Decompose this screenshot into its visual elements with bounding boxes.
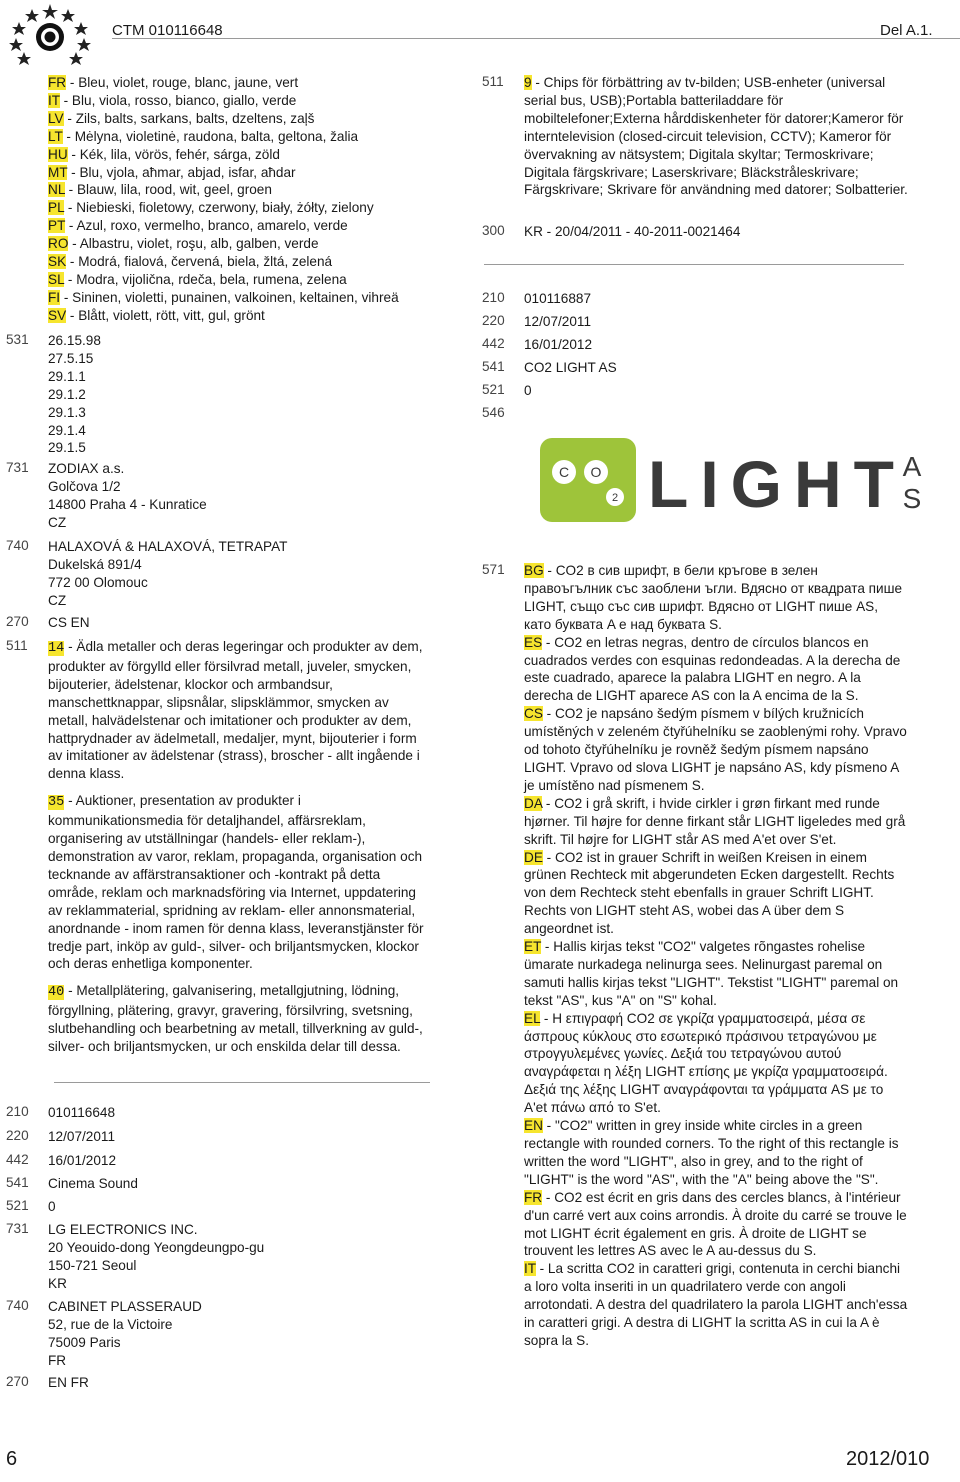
vienna-codes: 26.15.98 27.5.15 29.1.1 29.1.2 29.1.3 29.1.4 29.1.5 bbox=[48, 333, 101, 456]
colour-list bbox=[48, 74, 438, 325]
colour-item: LV - Zils, balts, sarkans, balts, dzeltens, zaļš bbox=[48, 110, 315, 126]
goods-class: 14 - Ädla metaller och deras legeringar och produkter av dem, produkter av förgylld eller försilvrad metall, juveler, smycken, bijouterier, ädelstenar, klockor och armbandsur, manschettknappar, slipsnålar, slipsklämmor, smycken av metall, halvädelstenar och imitationer och produkter av dem, hattprydnader av ädelmetall, medaljer, mynt, bijouterier i form av imitationer av ädelstenar (strass), broscher - allt ingående i denna klass. bbox=[48, 639, 423, 782]
svg-text:S: S bbox=[902, 483, 922, 514]
colour-item: NL - Blauw, lila, rood, wit, geel, groen bbox=[48, 182, 272, 198]
svg-text:C: C bbox=[558, 464, 570, 480]
filing-date: 12/07/2011 bbox=[48, 1129, 116, 1144]
issue-number: 2012/010 bbox=[846, 1448, 930, 1470]
colour-item: PL - Niebieski, fioletowy, czerwony, biały, żółty, zielony bbox=[48, 200, 374, 216]
co2-light-as-logo bbox=[540, 430, 940, 530]
colour-item: FR - Bleu, violet, rouge, blanc, jaune, vert bbox=[48, 75, 299, 90]
field-label-442: 442 bbox=[6, 1152, 29, 1167]
description-item: ES - CO2 en letras negras, dentro de círculos blancos en cuadrados verdes con esquinas redondeadas. A la derecha de este cuadrado, aparece la palabra LIGHT en negro. A la derecha de LIGHT aparece AS con la A encima de la S. bbox=[524, 634, 901, 704]
owner-address: ZODIAX a.s. Golčova 1/2 14800 Praha 4 - Kunratice CZ bbox=[48, 461, 207, 530]
description-item: FR - CO2 est écrit en gris dans des cercles blancs, à l'intérieur d'un carré vert aux coins arrondis. À droite du carré se trouve le mot LIGHT écrit également en gris. À droite de LIGHT se trouvent les lettres AS avec le A au-dessus du S. bbox=[524, 1189, 907, 1259]
goods-class: 40 - Metallplätering, galvanisering, metallgjutning, lödning, förgyllning, plätering, gravyr, gravering, försilvring, svetsning, slutbehandling och bearbetning av metall, tillverkning av guld-, silver- och briljantsmycken, ur och enskilda delar till dessa. bbox=[48, 983, 423, 1055]
field-label-541: 541 bbox=[6, 1175, 29, 1190]
field-label-521: 521 bbox=[482, 382, 505, 397]
document-number: CTM 010116648 bbox=[112, 22, 223, 39]
colour-item: LT - Mėlyna, violetinė, raudona, balta, geltona, žalia bbox=[48, 128, 359, 144]
languages: CS EN bbox=[48, 615, 90, 630]
field-label-300: 300 bbox=[482, 223, 505, 238]
description-item: BG - CO2 в сив шрифт, в бели кръгове в зелен правоъгълник със заоблени ъгли. Вдясно от квадрата пише LIGHT, също със сив шрифт. Вдясно от LIGHT пише AS, като буквата A е над буквата S. bbox=[524, 563, 903, 632]
colour-item: MT - Blu, vjola, aħmar, abjad, isfar, aħdar bbox=[48, 164, 296, 180]
svg-text:2: 2 bbox=[611, 492, 619, 504]
svg-text:O: O bbox=[590, 464, 602, 480]
eu-stars-logo-icon bbox=[4, 2, 96, 72]
representative-address: HALAXOVÁ & HALAXOVÁ, TETRAPAT Dukelská 891/4 772 00 Olomouc CZ bbox=[48, 539, 288, 608]
goods-class: 9 - Chips för förbättring av tv-bilden; USB-enheter (universal serial bus, USB);Portabla batteriladdare för mobiltelefoner;Externa hårddiskenheter för datorer;Kameror för interntelevision (closed-circuit television, CCTV); Kameror för övervakning av nätsystem; Digitala skyltar; Termoskrivare; Digitala färgskrivare; Laserskrivare; Bläckstråleskrivare; Färgskrivare; Skrivare för användning med datorer; Solbatterier. bbox=[524, 75, 908, 198]
owner-address: LG ELECTRONICS INC. 20 Yeouido-dong Yeongdeungpo-gu 150-721 Seoul KR bbox=[48, 1222, 265, 1291]
colour-item: SV - Blått, violett, rött, vitt, gul, grönt bbox=[48, 307, 265, 323]
field-label-511: 511 bbox=[482, 74, 504, 89]
filing-date: 12/07/2011 bbox=[524, 314, 592, 329]
representative-address: CABINET PLASSERAUD 52, rue de la Victoire 75009 Paris FR bbox=[48, 1299, 202, 1368]
colour-item: FI - Sininen, violetti, punainen, valkoinen, keltainen, vihreä bbox=[48, 289, 399, 305]
mark-text: CO2 LIGHT AS bbox=[524, 360, 617, 375]
description-item: DA - CO2 i grå skrift, i hvide cirkler i grøn firkant med runde hjørner. Til højre for denne firkant står LIGHT ligeledes med grå skrift. Til højre for LIGHT står AS med A'et over S'et. bbox=[524, 795, 906, 847]
field-521-value: 0 bbox=[48, 1199, 56, 1214]
field-label-521: 521 bbox=[6, 1198, 29, 1213]
field-label-541: 541 bbox=[482, 359, 505, 374]
goods-and-services bbox=[524, 74, 908, 208]
publication-date: 16/01/2012 bbox=[524, 337, 593, 352]
field-label-270: 270 bbox=[6, 614, 29, 629]
colour-item: SL - Modra, vijolična, rdeča, bela, rumena, zelena bbox=[48, 271, 347, 287]
field-label-731: 731 bbox=[6, 460, 29, 475]
field-label-210: 210 bbox=[6, 1104, 29, 1119]
application-number: 010116887 bbox=[524, 291, 592, 306]
entry-divider bbox=[54, 1082, 430, 1083]
field-521-value: 0 bbox=[524, 383, 532, 398]
field-label-571: 571 bbox=[482, 562, 505, 577]
field-label-546: 546 bbox=[482, 405, 505, 420]
description-item: EL - Η επιγραφή CO2 σε γκρίζα γραμματοσειρά, μέσα σε άσπρους κύκλους στο εσωτερικό πράσινου τετραγώνου με στρογγυλεμένες γωνίες. Δεξιά του τετραγώνου αυτού αναγράφεται η λέξη LIGHT επίσης με γκρίζα γραμματοσειρά. Δεξιά της λέξης LIGHT αναγράφονται τα γράμματα AS με το A'et πάνω από το S'et. bbox=[524, 1010, 888, 1116]
description-item: DE - CO2 ist in grauer Schrift in weißen Kreisen in einem grünen Rechteck mit abgerundeten Ecken dargestellt. Rechts von dem Rechteck steht ebenfalls in grauer Schrift LIGHT. Rechts von LIGHT steht AS, wobei das A über dem S angeordnet ist. bbox=[524, 849, 895, 937]
light-word: LIGHT bbox=[648, 447, 906, 521]
field-label-210: 210 bbox=[482, 290, 505, 305]
application-number: 010116648 bbox=[48, 1105, 116, 1120]
field-label-740: 740 bbox=[6, 538, 29, 553]
goods-and-services bbox=[48, 638, 432, 1065]
svg-text:A: A bbox=[902, 451, 922, 482]
description-item: ET - Hallis kirjas tekst "CO2" valgetes rõngastes rohelise ümarate nurkadega nelinurga sees. Nelinurgast paremal on samuti hallis kirjas tekst "LIGHT". Tekstist "LIGHT" paremal on tekst "AS", kus "A" on "S" kohal. bbox=[524, 939, 899, 1008]
field-label-220: 220 bbox=[6, 1128, 29, 1143]
languages: EN FR bbox=[48, 1375, 89, 1390]
priority: KR - 20/04/2011 - 40-2011-0021464 bbox=[524, 224, 741, 239]
colour-item: PT - Azul, roxo, vermelho, branco, amarelo, verde bbox=[48, 218, 348, 234]
goods-class: 35 - Auktioner, presentation av produkter i kommunikationsmedia för detaljhandel, affärsreklam, organisering av utställningar (handels- eller reklam-), demonstration av varor, reklam, propaganda, organisation och tecknande av affärstransaktioner och -kontrakt på detta område, reklam och marknadsföring via Internet, uppdatering av reklammaterial, spridning av reklam- eller annonsmaterial, anordnande - inom ramen för denna klass, leveranstjänster för tredje part, inköp av guld-, silver- och briljantsmycken, klockor och deras enhetliga komponenter. bbox=[48, 793, 424, 972]
field-label-740: 740 bbox=[6, 1298, 29, 1313]
page-number: 6 bbox=[6, 1448, 18, 1470]
description-item: EN - "CO2" written in grey inside white circles in a green rectangle with rounded corners. To the right of this rectangle is written the word "LIGHT", also in grey, and to the right of "LIGHT" is the word "AS", with the "A" being above the "S". bbox=[524, 1118, 899, 1187]
field-label-511: 511 bbox=[6, 638, 28, 653]
publication-date: 16/01/2012 bbox=[48, 1153, 117, 1168]
mark-descriptions bbox=[524, 562, 908, 1350]
field-label-442: 442 bbox=[482, 336, 505, 351]
mark-text: Cinema Sound bbox=[48, 1176, 138, 1191]
colour-item: HU - Kék, lila, vörös, fehér, sárga, zöld bbox=[48, 146, 280, 162]
description-item: IT - La scritta CO2 in caratteri grigi, contenuta in cerchi bianchi a loro volta inseriti in un quadrilatero verde con angoli arrotondati. A destra del quadrilatero la parola LIGHT anch'essa in caratteri grigi. A destra di LIGHT la scritta AS in cui la A è sopra la S. bbox=[524, 1261, 908, 1348]
part-label: Del A.1. bbox=[880, 22, 933, 39]
header-divider bbox=[112, 38, 960, 39]
field-label-270: 270 bbox=[6, 1374, 29, 1389]
colour-item: RO - Albastru, violet, roşu, alb, galben, verde bbox=[48, 236, 319, 252]
entry-divider bbox=[484, 264, 904, 265]
colour-item: SK - Modrá, fialová, červená, biela, žltá, zelená bbox=[48, 254, 333, 270]
field-label-531: 531 bbox=[6, 332, 29, 347]
field-label-220: 220 bbox=[482, 313, 505, 328]
colour-item: IT - Blu, viola, rosso, bianco, giallo, verde bbox=[48, 92, 297, 108]
field-label-731: 731 bbox=[6, 1221, 29, 1236]
description-item: CS - CO2 je napsáno šedým písmem v bílých kružnicích umístěných v zeleném čtyřúhelníku se zaoblenými rohy. Vpravo od tohoto čtyřúhelníku je rovněž šedým písmem napsáno LIGHT. Vpravo od slova LIGHT je napsáno AS, kdy písmeno A je umístěno nad písmenem S. bbox=[524, 706, 907, 793]
